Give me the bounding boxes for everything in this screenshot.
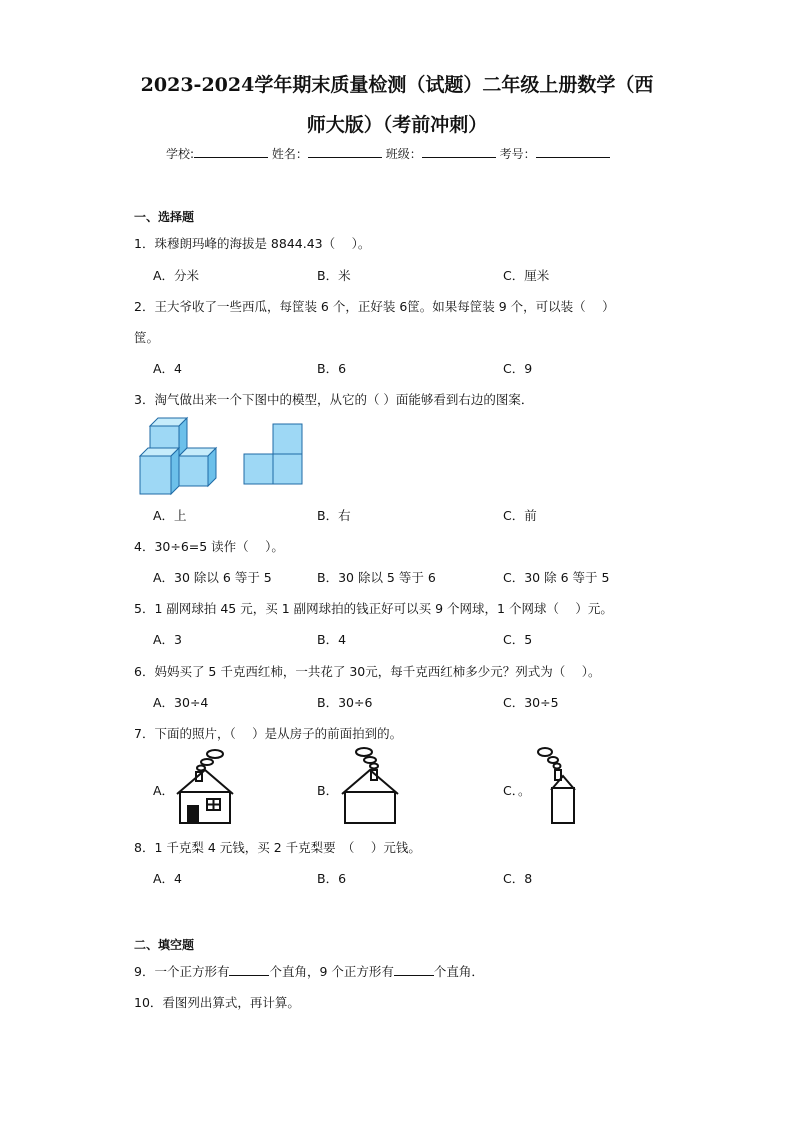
question-2: 2．王大爷收了一些西瓜，每筐装 6 个，正好装 6筐。如果每筐装 9 个，可以装（ ）	[134, 299, 615, 314]
class-blank[interactable]	[422, 145, 496, 158]
q3-option-a[interactable]: A．上	[153, 508, 187, 523]
q8-option-a[interactable]: A．4	[153, 871, 183, 886]
q9-text-c: 个直角．	[433, 964, 484, 979]
house-front-icon	[175, 746, 235, 826]
q1-option-c[interactable]: C．厘米	[503, 268, 550, 283]
q4-option-c[interactable]: C．30 除 6 等于 5	[503, 570, 610, 585]
q8-option-c[interactable]: C．8	[503, 871, 533, 886]
q1-option-b[interactable]: B．米	[317, 268, 351, 283]
q9-blank-2[interactable]	[394, 963, 434, 976]
q6-option-a[interactable]: A．30÷4	[153, 695, 209, 710]
question-1: 1．珠穆朗玛峰的海拔是 8844.43（ ）。	[134, 236, 371, 251]
student-info-line	[166, 145, 610, 162]
page-title-line2: 师大版）（考前冲刺）	[306, 114, 488, 136]
section-heading-choice: 一、选择题	[134, 210, 195, 224]
q1-option-a[interactable]: A．分米	[153, 268, 200, 283]
school-blank[interactable]	[194, 145, 268, 158]
q8-option-b[interactable]: B．6	[317, 871, 347, 886]
q9-blank-1[interactable]	[229, 963, 269, 976]
q3-option-b[interactable]: B．右	[317, 508, 351, 523]
number-label: 考号：	[499, 147, 536, 161]
q7-option-a[interactable]: A．	[153, 783, 175, 798]
section-heading-fill: 二、填空题	[134, 938, 195, 952]
q6-option-b[interactable]: B．30÷6	[317, 695, 373, 710]
question-5: 5．1 副网球拍 45 元，买 1 副网球拍的钱正好可以买 9 个网球，1 个网球（ ）元。	[134, 601, 613, 616]
name-blank[interactable]	[308, 145, 382, 158]
q9-text-a: 9．一个正方形有	[134, 964, 230, 979]
question-10: 10．看图列出算式，再计算。	[134, 995, 300, 1010]
question-4: 4．30÷6=5 读作（ ）。	[134, 539, 284, 554]
name-label: 姓名：	[271, 147, 308, 161]
question-6: 6．妈妈买了 5 千克西红柿，一共花了 30元，每千克西红柿多少元？列式为（ ）。	[134, 664, 601, 679]
q2-option-b[interactable]: B．6	[317, 361, 347, 376]
q7-option-b[interactable]: B．	[317, 783, 339, 798]
school-label: 学校:	[166, 147, 195, 161]
house-narrow-icon	[535, 746, 585, 826]
number-blank[interactable]	[536, 145, 610, 158]
q3-option-c[interactable]: C．前	[503, 508, 537, 523]
square-pattern-icon	[242, 422, 304, 486]
cube-model-icon	[136, 414, 220, 496]
q9-text-b: 个直角，9 个正方形有	[269, 964, 394, 979]
question-2-cont: 筐。	[134, 330, 160, 345]
q5-option-a[interactable]: A．3	[153, 632, 183, 647]
question-7: 7．下面的照片，（ ）是从房子的前面拍到的。	[134, 726, 403, 741]
q2-option-a[interactable]: A．4	[153, 361, 183, 376]
q2-option-c[interactable]: C．9	[503, 361, 533, 376]
q5-option-b[interactable]: B．4	[317, 632, 347, 647]
page-title-line1: 2023-2024学年期末质量检测（试题）二年级上册数学（西	[140, 74, 654, 96]
q6-option-c[interactable]: C．30÷5	[503, 695, 559, 710]
q4-option-b[interactable]: B．30 除以 5 等于 6	[317, 570, 436, 585]
q7-option-c[interactable]: C．。	[503, 783, 531, 798]
q4-option-a[interactable]: A．30 除以 6 等于 5	[153, 570, 272, 585]
question-9	[134, 962, 484, 980]
class-label: 班级：	[385, 147, 422, 161]
question-8: 8．1 千克梨 4 元钱，买 2 千克梨要 （ ）元钱。	[134, 840, 421, 855]
q5-option-c[interactable]: C．5	[503, 632, 533, 647]
house-side-icon	[340, 746, 400, 826]
question-3: 3．淘气做出来一个下图中的模型，从它的（ ）面能够看到右边的图案．	[134, 392, 534, 407]
